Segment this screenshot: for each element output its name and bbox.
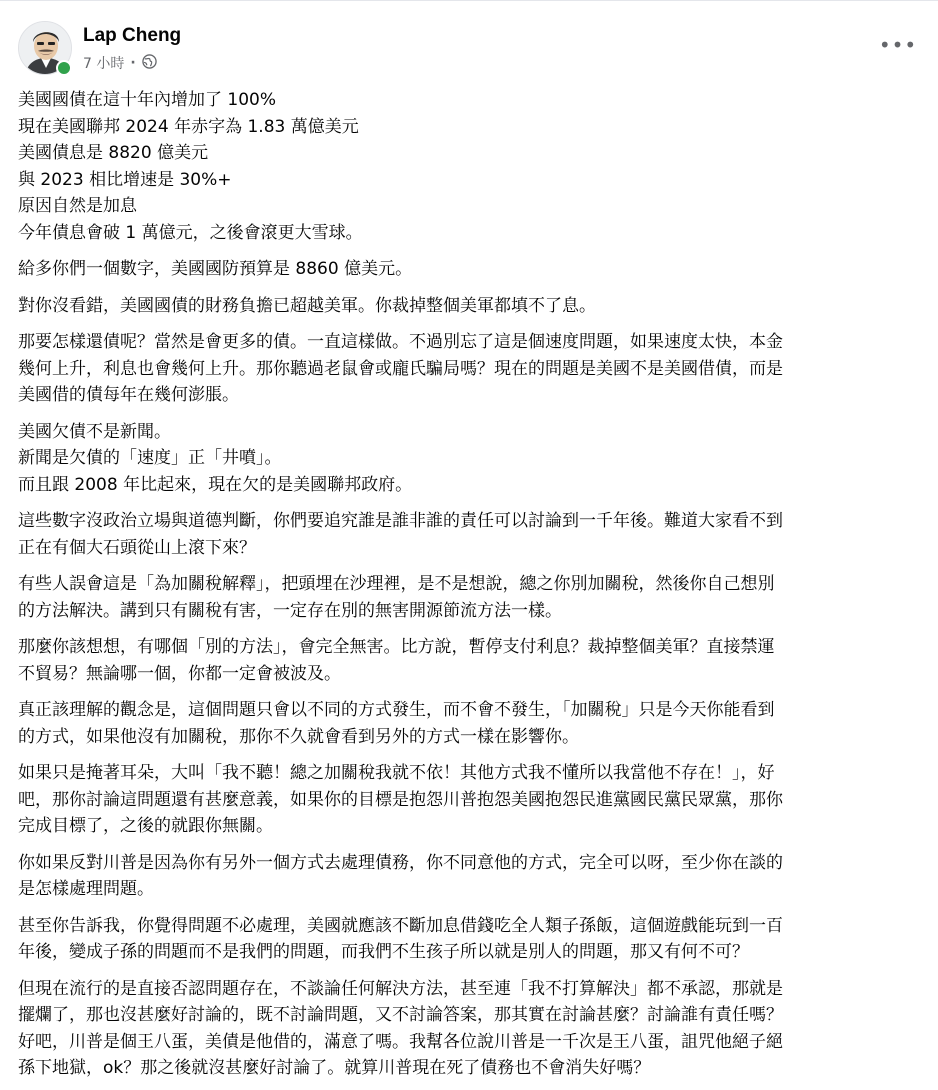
post-text-line: 美國借的債每年在幾何澎脹。: [18, 385, 239, 405]
post-text-line: 對你沒看錯，美國國債的財務負擔已超越美軍。你裁掉整個美軍都填不了息。: [18, 295, 596, 316]
post-text-line: 年後，變成子孫的問題而不是我們的問題，而我們不生孩子所以就是別人的問題，那又有何不可？: [18, 942, 749, 962]
post-text-line: 但現在流行的是直接否認問題存在，不談論任何解決方法，甚至連「我不打算解決」都不承認，那就是: [18, 978, 783, 999]
post-text-line: 美國國債在這十年內增加了 100%: [18, 90, 277, 110]
globe-icon[interactable]: [142, 54, 157, 73]
post-text-line: 的方式，如果他沒有加關稅，那你不久就會看到另外的方式一樣在影響你。: [18, 726, 579, 747]
post-text-line: 真正該理解的觀念是，這個問題只會以不同的方式發生，而不會不發生，「加關稅」只是今天你能看到: [18, 700, 775, 720]
post-text-line: 孫下地獄，ok？那之後就沒甚麼好討論了。就算川普現在死了債務也不會消失好嗎？: [18, 1058, 651, 1078]
post-paragraph: [18, 256, 922, 283]
post-paragraph: [18, 508, 922, 561]
post-text-line: 美國欠債不是新聞。: [18, 421, 171, 442]
post-text-line: 好吧，川普是個王八蛋，美債是他借的，滿意了嗎。我幫各位說川普是一千次是王八蛋，詛咒他絕子絕: [18, 1031, 783, 1052]
post-paragraph: [18, 913, 922, 966]
post-paragraph: [18, 634, 922, 687]
post-text-line: 現在美國聯邦 2024 年赤字為 1.83 萬億美元: [18, 116, 359, 137]
post-meta: [83, 53, 157, 73]
post-text-line: 今年債息會破 1 萬億元，之後會滾更大雪球。: [18, 222, 363, 243]
post-paragraph: [18, 697, 922, 750]
author-name[interactable]: Lap Cheng: [83, 25, 182, 46]
post-body: [18, 87, 922, 1090]
more-options-button[interactable]: [878, 31, 918, 59]
post-paragraph: [18, 760, 922, 840]
meta-separator: ·: [130, 55, 136, 71]
post-text-line: 那要怎樣還債呢？當然是會更多的債。一直這樣做。不過別忘了這是個速度問題，如果速度太快，本金: [18, 332, 783, 352]
online-status-dot: [56, 60, 72, 76]
post-paragraph: [18, 87, 922, 246]
post-paragraph: [18, 571, 922, 624]
post-text-line: 擺爛了，那也沒甚麼好討論的，既不討論問題，又不討論答案，那其實在討論甚麼？討論誰有責任嗎？: [18, 1005, 783, 1025]
post-text-line: 那麼你該想想，有哪個「別的方法」，會完全無害。比方說，暫停支付利息？裁掉整個美軍？直接禁運: [18, 637, 775, 657]
post-text-line: 這些數字沒政治立場與道德判斷，你們要追究誰是誰非誰的責任可以討論到一千年後。難道大家看不到: [18, 511, 783, 531]
post-text-line: 不貿易？無論哪一個，你都一定會被波及。: [18, 663, 341, 684]
more-options-icon: •••: [878, 33, 918, 57]
post-text-line: 新聞是欠債的「速度」正「井噴」。: [18, 448, 282, 468]
post-text-line: 與 2023 相比增速是 30%+: [18, 169, 232, 190]
post-text-line: 完成目標了，之後的就跟你無關。: [18, 816, 273, 836]
post-paragraph: [18, 329, 922, 409]
post-text-line: 你如果反對川普是因為你有另外一個方式去處理債務，你不同意他的方式，完全可以呀，至少你在談的: [18, 852, 783, 873]
post-text-line: 如果只是掩著耳朵，大叫「我不聽！總之加關稅我就不依！其他方式我不懂所以我當他不存在！」，好: [18, 763, 775, 783]
post-text-line: 是怎樣處理問題。: [18, 879, 154, 899]
post-text-line: 原因自然是加息: [18, 196, 137, 216]
post-header: [0, 1, 938, 79]
post-text-line: 的方法解決。講到只有關稅有害，一定存在別的無害開源節流方法一樣。: [18, 600, 562, 621]
post-paragraph: [18, 293, 922, 320]
post-text-line: 正在有個大石頭從山上滾下來？: [18, 537, 256, 558]
post-text-line: 幾何上升，利息也會幾何上升。那你聽過老鼠會或龐氏騙局嗎？現在的問題是美國不是美國借債，而是: [18, 358, 783, 379]
post-text-line: 給多你們一個數字，美國國防預算是 8860 億美元。: [18, 259, 413, 279]
post-paragraph: [18, 850, 922, 903]
post-paragraph: [18, 976, 922, 1082]
post-text-line: 吧，那你討論這問題還有甚麼意義，如果你的目標是抱怨川普抱怨美國抱怨民進黨國民黨民眾黨，那你: [18, 789, 783, 810]
post-text-line: 美國債息是 8820 億美元: [18, 143, 209, 163]
post-text-line: 而且跟 2008 年比起來，現在欠的是美國聯邦政府。: [18, 474, 413, 495]
post-timestamp[interactable]: 7 小時: [83, 56, 125, 72]
post-text-line: 甚至你告訴我，你覺得問題不必處理，美國就應該不斷加息借錢吃全人類子孫飯，這個遊戲能玩到一百: [18, 915, 783, 936]
post-text-line: 有些人誤會這是「為加關稅解釋」，把頭埋在沙理裡，是不是想說，總之你別加關稅，然後你自己想別: [18, 574, 775, 594]
post-paragraph: [18, 419, 922, 499]
